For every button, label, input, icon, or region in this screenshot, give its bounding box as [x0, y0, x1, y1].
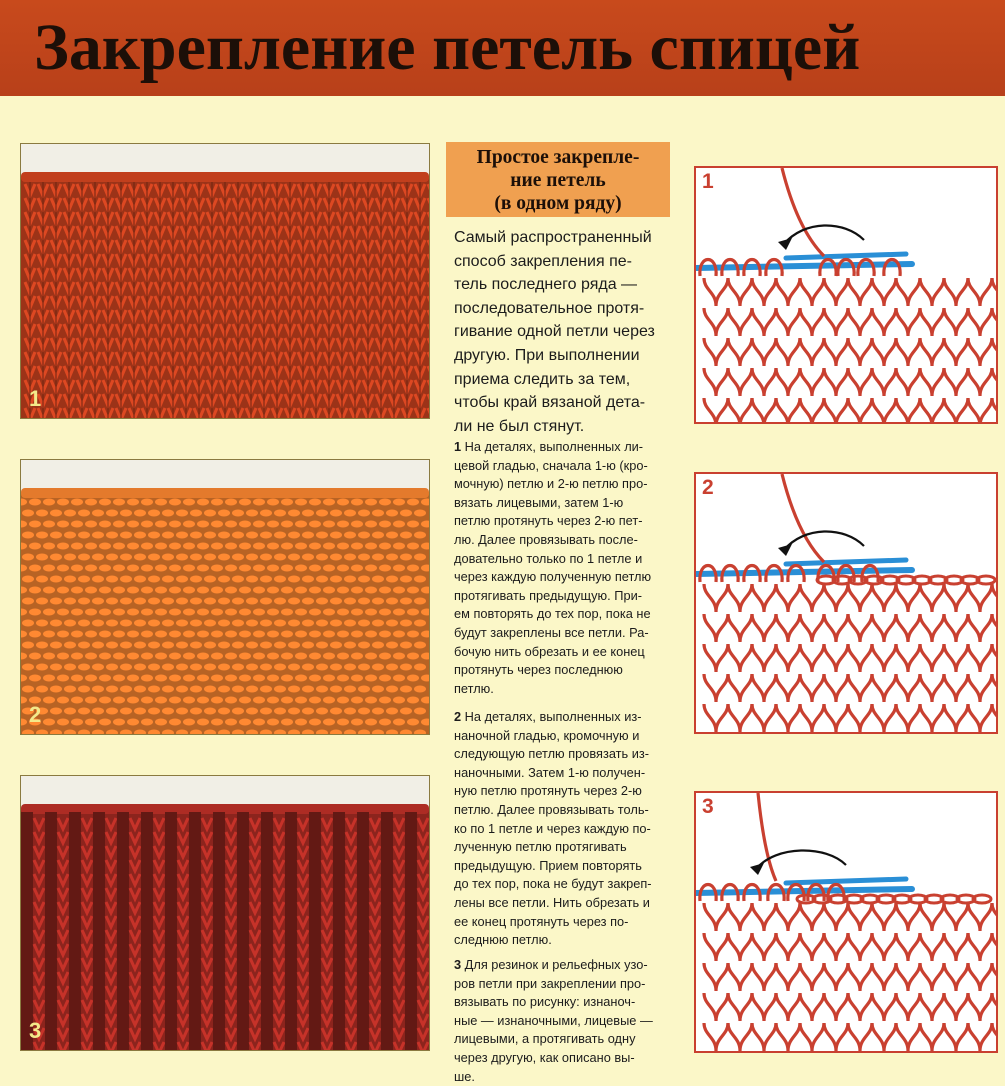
intro-line: другую. При выполнении: [454, 346, 640, 364]
step-line: ко по 1 петле и через каждую по-: [454, 820, 651, 836]
step-line: [454, 956, 668, 975]
step-line: довательно только по 1 петле и: [454, 550, 643, 566]
intro-line: Самый распространенный: [454, 229, 652, 246]
intro-line: чтобы край вязаной дета-: [454, 394, 646, 412]
diagram-number: 2: [702, 476, 714, 499]
section-title-line: (в одном ряду): [494, 193, 622, 214]
step-line: наночной гладью, кромочную и: [454, 727, 640, 743]
step-line: вязывать по рисунку: изнаноч-: [454, 994, 636, 1010]
step-line: протянуть через последнюю: [454, 662, 623, 678]
step-line: лученную петлю протягивать: [454, 839, 627, 855]
diagram-3: [694, 791, 998, 1053]
knit-photo-3: [20, 775, 430, 1051]
step-line: [454, 438, 668, 457]
section-title-line: ние петель: [510, 170, 606, 191]
step-line: до тех пор, пока не будут закреп-: [454, 876, 652, 892]
step-line: ем повторять до тех пор, пока не: [454, 606, 651, 622]
step-line: через каждую полученную петлю: [454, 569, 652, 585]
photo-number: 2: [29, 702, 42, 727]
step-number: 2: [454, 709, 462, 724]
step-line: ров петли при закреплении про-: [454, 975, 646, 991]
step-line: ную петлю протянуть через 2-ю: [454, 783, 642, 799]
step-line: петлю протянуть через 2-ю пет-: [454, 513, 643, 529]
step-line: через другую, как описано вы-: [454, 1049, 635, 1065]
intro-line: гивание одной петли через: [454, 323, 655, 341]
step-number: 3: [454, 957, 462, 972]
header-banner: [0, 0, 1005, 96]
photo-number: 1: [29, 386, 42, 411]
step-3-paragraph: [454, 956, 668, 1086]
photo-number: 3: [29, 1018, 42, 1043]
step-line: [454, 708, 668, 727]
intro-line: тель последнего ряда —: [454, 276, 638, 294]
step-text: Для резинок и рельефных узо-: [461, 957, 648, 972]
knit-photo-2: [20, 459, 430, 735]
intro-line: приема следить за тем,: [454, 370, 631, 388]
knit-photo-1: [20, 143, 430, 419]
intro-paragraph: [454, 226, 666, 438]
step-line: лю. Далее провязывать после-: [454, 531, 638, 547]
step-line: наночными. Затем 1-ю получен-: [454, 764, 646, 780]
intro-line: способ закрепления пе-: [454, 252, 632, 270]
step-line: ее конец протянуть через по-: [454, 913, 629, 929]
diagram-number: 1: [702, 170, 714, 193]
diagram-2: [694, 472, 998, 734]
step-line: лены все петли. Нить обрезать и: [454, 894, 650, 910]
step-line: мочную) петлю и 2-ю петлю про-: [454, 476, 648, 492]
step-text: На деталях, выполненных из-: [461, 709, 642, 724]
step-line: будут закреплены все петли. Ра-: [454, 624, 649, 640]
step-line: ше.: [454, 1068, 475, 1084]
step-number: 1: [454, 439, 462, 454]
step-line: петлю. Далее провязывать толь-: [454, 801, 649, 817]
step-text: На деталях, выполненных ли-: [461, 439, 644, 454]
intro-line: ли не был стянут.: [454, 417, 585, 435]
step-1-paragraph: [454, 438, 668, 698]
intro-line: последовательное протя-: [454, 299, 645, 317]
step-line: следующую петлю провязать из-: [454, 746, 650, 762]
step-line: протягивать предыдущую. При-: [454, 587, 642, 603]
step-line: предыдущую. Прием повторять: [454, 857, 642, 873]
step-line: петлю.: [454, 680, 494, 696]
step-line: цевой гладью, сначала 1-ю (кро-: [454, 457, 648, 473]
section-title: [446, 142, 670, 217]
page-title: Закрепление петель спицей: [34, 11, 861, 84]
diagram-1: [694, 166, 998, 424]
step-line: вязать лицевыми, затем 1-ю: [454, 494, 624, 510]
step-line: лицевыми, а протягивать одну: [454, 1031, 636, 1047]
diagram-number: 3: [702, 795, 714, 818]
step-2-paragraph: [454, 708, 668, 950]
section-title-line: Простое закрепле-: [476, 147, 640, 168]
step-line: ные — изнаночными, лицевые —: [454, 1012, 653, 1028]
step-line: следнюю петлю.: [454, 932, 552, 948]
step-line: бочую нить обрезать и ее конец: [454, 643, 645, 659]
